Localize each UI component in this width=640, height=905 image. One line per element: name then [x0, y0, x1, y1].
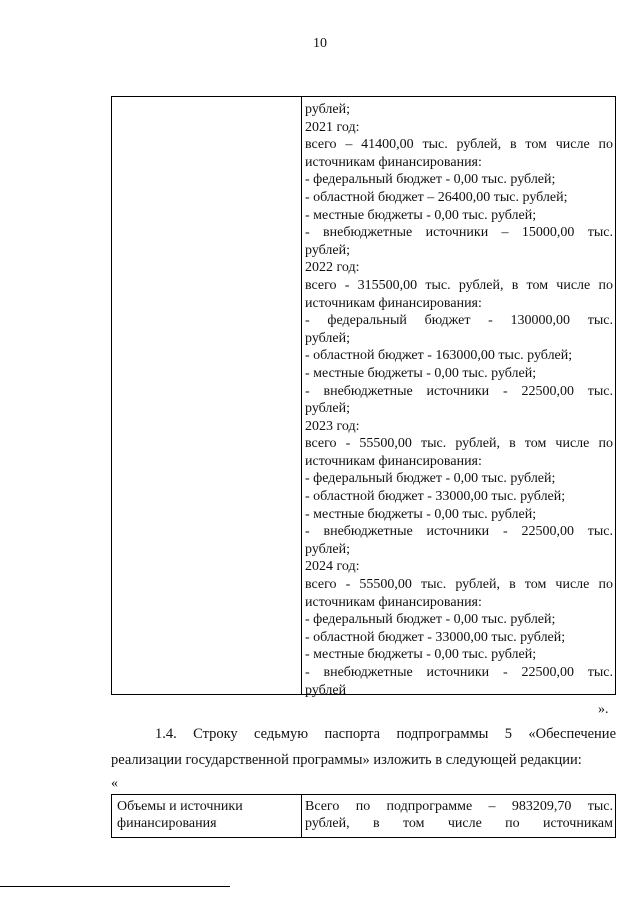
- financing-value-cell: [305, 798, 613, 832]
- financing-label-cell: [117, 798, 297, 832]
- closing-quote: ».: [598, 702, 609, 717]
- financing-line: - областной бюджет – 26400,00 тыс. рублей;: [305, 189, 568, 205]
- financing-line: всего - 55500,00 тыс. рублей, в том числе по: [305, 436, 613, 452]
- financing-line: - местные бюджеты - 0,00 тыс. рублей;: [305, 365, 537, 381]
- amendment-paragraph-line-2: реализации государственной программы» изложить в следующей редакции:: [111, 752, 582, 768]
- financing-line: всего – 41400,00 тыс. рублей, в том числе по: [305, 137, 613, 153]
- financing-line: рублей;: [305, 401, 350, 417]
- financing-line: - областной бюджет - 33000,00 тыс. рублей;: [305, 489, 566, 505]
- financing-line: источникам финансирования:: [305, 453, 482, 469]
- value-line: Всего по подпрограмме – 983209,70 тыс.: [305, 799, 613, 814]
- financing-line: - федеральный бюджет - 0,00 тыс. рублей;: [305, 172, 556, 188]
- financing-line: 2023 год:: [305, 418, 360, 434]
- financing-line: источникам финансирования:: [305, 295, 482, 311]
- financing-line: - федеральный бюджет - 0,00 тыс. рублей;: [305, 612, 556, 628]
- footer-rule: [0, 886, 230, 887]
- financing-line: - местные бюджеты - 0,00 тыс. рублей;: [305, 207, 537, 223]
- financing-line: рублей: [305, 682, 347, 698]
- financing-line: 2024 год:: [305, 559, 360, 575]
- financing-line: - областной бюджет - 163000,00 тыс. рублей;: [305, 348, 573, 364]
- value-line: рублей, в том числе по источникам: [305, 816, 613, 831]
- amendment-paragraph-line-1: 1.4. Строку седьмую паспорта подпрограммы 5 «Обеспечение: [155, 726, 616, 742]
- financing-line: всего - 55500,00 тыс. рублей, в том числе по: [305, 577, 613, 593]
- opening-quote: «: [111, 776, 118, 791]
- financing-line: - областной бюджет - 33000,00 тыс. рублей;: [305, 629, 566, 645]
- column-divider: [301, 795, 302, 837]
- financing-details-cell: [305, 101, 613, 699]
- financing-line: - федеральный бюджет - 130000,00 тыс.: [305, 313, 613, 329]
- financing-line: - местные бюджеты - 0,00 тыс. рублей;: [305, 506, 537, 522]
- financing-table-new: [111, 794, 616, 838]
- financing-line: рублей;: [305, 102, 350, 117]
- financing-line: всего - 315500,00 тыс. рублей, в том числе по: [305, 277, 613, 293]
- financing-line: - федеральный бюджет - 0,00 тыс. рублей;: [305, 471, 556, 487]
- label-line: Объемы и источники: [117, 799, 243, 814]
- financing-line: рублей;: [305, 541, 350, 557]
- financing-line: - внебюджетные источники - 22500,00 тыс.: [305, 665, 613, 680]
- label-line: финансирования: [117, 816, 217, 831]
- financing-line: 2021 год:: [305, 119, 360, 135]
- financing-line: - местные бюджеты - 0,00 тыс. рублей;: [305, 647, 537, 663]
- financing-line: - внебюджетные источники – 15000,00 тыс.: [305, 225, 613, 241]
- column-divider: [301, 97, 302, 694]
- financing-line: рублей;: [305, 330, 350, 346]
- financing-line: 2022 год:: [305, 260, 360, 276]
- financing-line: источникам финансирования:: [305, 154, 482, 170]
- financing-line: рублей;: [305, 242, 350, 258]
- page-number: 10: [313, 36, 327, 51]
- financing-line: - внебюджетные источники - 22500,00 тыс.: [305, 524, 613, 540]
- financing-line: источникам финансирования:: [305, 594, 482, 610]
- financing-line: - внебюджетные источники - 22500,00 тыс.: [305, 383, 613, 399]
- financing-table-continuation: [111, 96, 616, 698]
